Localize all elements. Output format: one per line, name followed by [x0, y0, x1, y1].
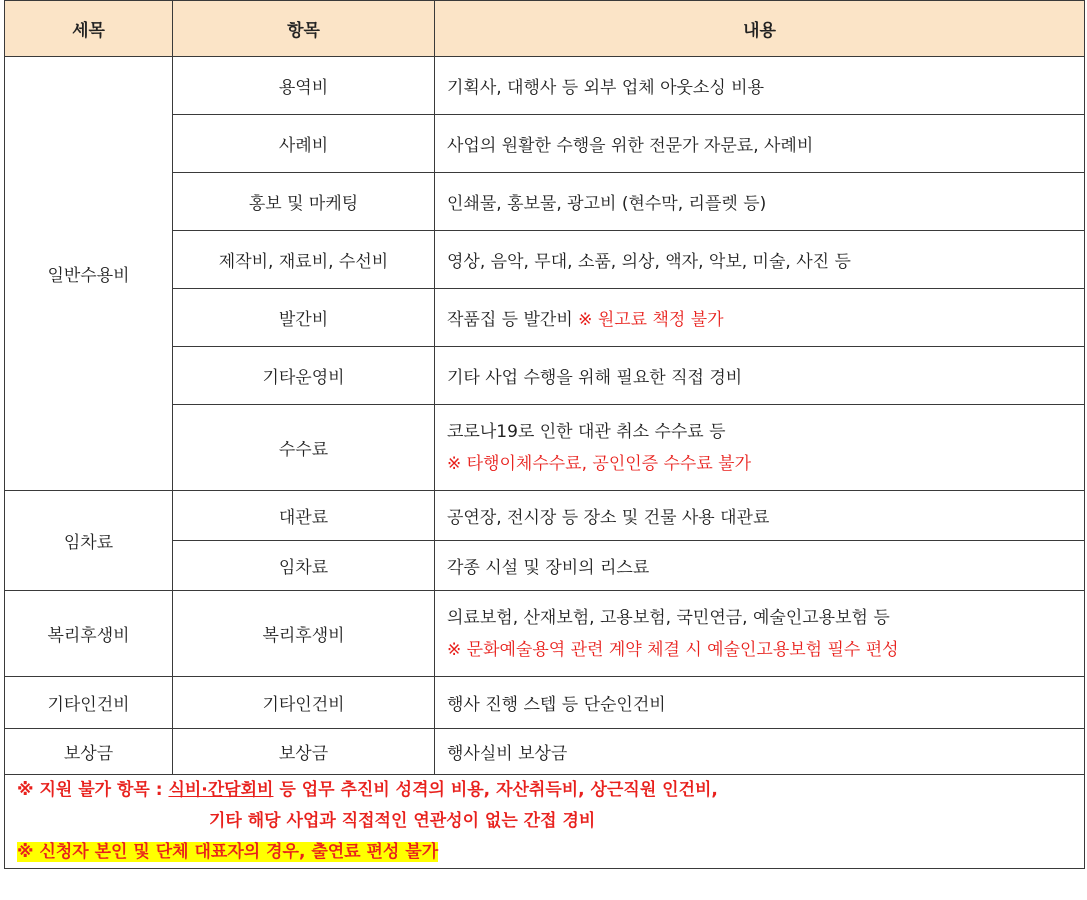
content-text: 코로나19로 인한 대관 취소 수수료 등	[447, 421, 726, 442]
content-cell: 사업의 원활한 수행을 위한 전문가 자문료, 사례비	[435, 115, 1085, 173]
footer-line-3-wrap	[17, 837, 1072, 868]
item-cell: 발간비	[173, 289, 435, 347]
item-cell: 임차료	[173, 541, 435, 591]
header-category: 세목	[5, 1, 173, 57]
content-note: ※ 원고료 책정 불가	[578, 310, 724, 330]
content-cell: 기획사, 대행사 등 외부 업체 아웃소싱 비용	[435, 57, 1085, 115]
item-cell: 대관료	[173, 491, 435, 541]
footer-underlined-term: 식비·간담회비	[168, 780, 274, 800]
item-cell: 보상금	[173, 729, 435, 775]
content-cell	[435, 289, 1085, 347]
item-cell: 수수료	[173, 405, 435, 491]
table-row	[5, 491, 1085, 541]
footer-line-3: ※ 신청자 본인 및 단체 대표자의 경우, 출연료 편성 불가	[17, 842, 439, 862]
category-compensation: 보상금	[5, 729, 173, 775]
table-row	[5, 677, 1085, 729]
category-welfare: 복리후생비	[5, 591, 173, 677]
table-row	[5, 591, 1085, 677]
header-item: 항목	[173, 1, 435, 57]
item-cell: 용역비	[173, 57, 435, 115]
content-note: ※ 타행이체수수료, 공인인증 수수료 불가	[447, 453, 752, 474]
content-cell	[435, 405, 1085, 491]
content-note: ※ 문화예술용역 관련 계약 체결 시 예술인고용보험 필수 편성	[447, 639, 899, 660]
header-content: 내용	[435, 1, 1085, 57]
budget-table	[4, 0, 1085, 869]
footer-line-1-rest: 등 업무 추진비 성격의 비용, 자산취득비, 상근직원 인건비,	[273, 780, 718, 800]
footer-notes	[5, 775, 1085, 869]
category-general: 일반수용비	[5, 57, 173, 491]
footer-line-2: 기타 해당 사업과 직접적인 연관성이 없는 간접 경비	[209, 811, 596, 831]
content-cell: 행사 진행 스텝 등 단순인건비	[435, 677, 1085, 729]
item-cell: 제작비, 재료비, 수선비	[173, 231, 435, 289]
table-row	[5, 729, 1085, 775]
footer-prefix: ※ 지원 불가 항목 :	[17, 780, 169, 800]
item-cell: 기타인건비	[173, 677, 435, 729]
content-text: 작품집 등 발간비	[447, 310, 579, 330]
content-cell: 행사실비 보상금	[435, 729, 1085, 775]
item-cell: 복리후생비	[173, 591, 435, 677]
content-cell: 공연장, 전시장 등 장소 및 건물 사용 대관료	[435, 491, 1085, 541]
item-cell: 사례비	[173, 115, 435, 173]
content-cell: 인쇄물, 홍보물, 광고비 (현수막, 리플렛 등)	[435, 173, 1085, 231]
footer-line-1	[17, 775, 1072, 806]
item-cell: 기타운영비	[173, 347, 435, 405]
content-cell	[435, 591, 1085, 677]
item-cell: 홍보 및 마케팅	[173, 173, 435, 231]
category-rent: 임차료	[5, 491, 173, 591]
content-cell: 기타 사업 수행을 위해 필요한 직접 경비	[435, 347, 1085, 405]
footer-notes-row	[5, 775, 1085, 869]
content-cell: 각종 시설 및 장비의 리스료	[435, 541, 1085, 591]
category-other-labor: 기타인건비	[5, 677, 173, 729]
table-row	[5, 57, 1085, 115]
content-text: 의료보험, 산재보험, 고용보험, 국민연금, 예술인고용보험 등	[447, 607, 890, 628]
content-cell: 영상, 음악, 무대, 소품, 의상, 액자, 악보, 미술, 사진 등	[435, 231, 1085, 289]
table-header-row	[5, 1, 1085, 57]
